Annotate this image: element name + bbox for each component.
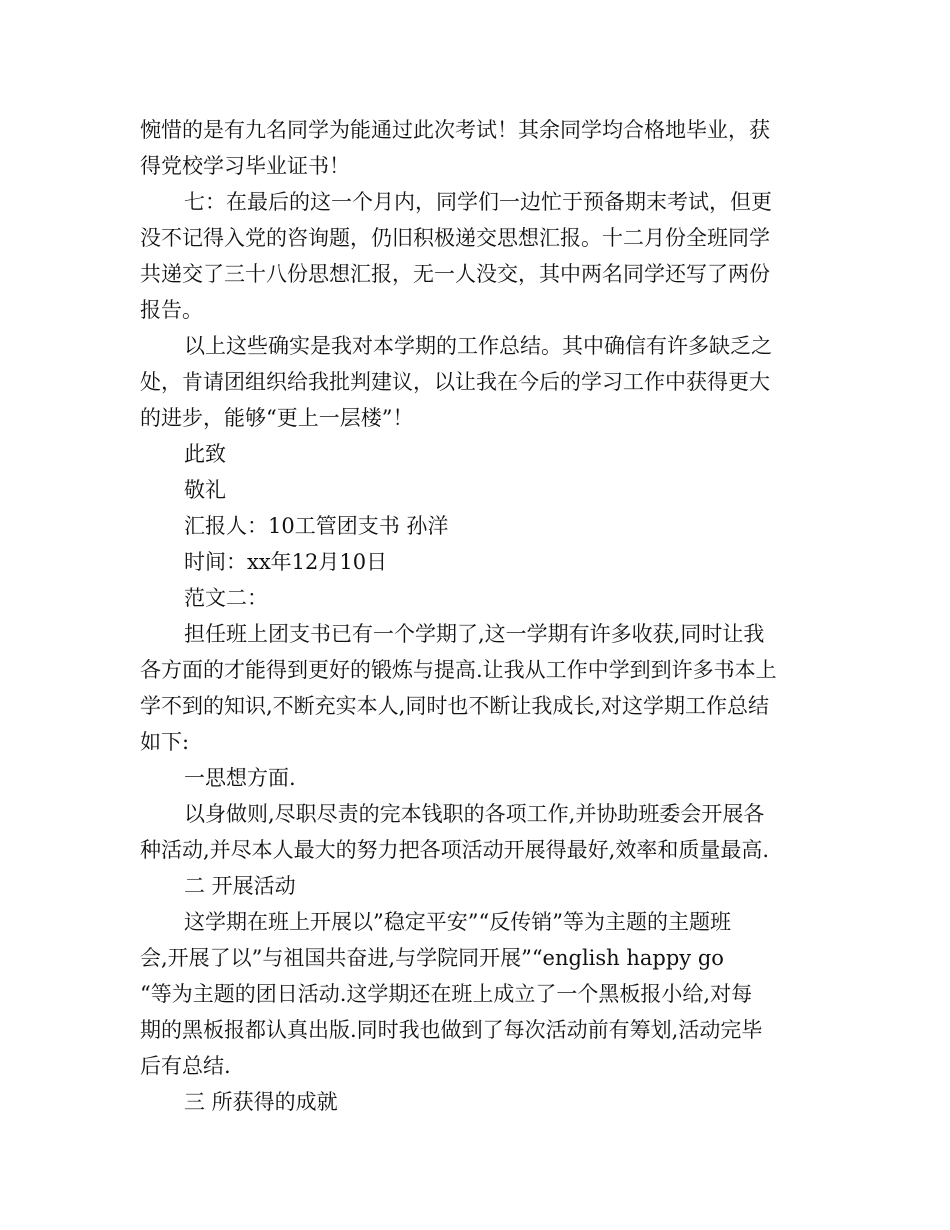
text-line-25: “等为主题的团日活动.这学期还在班上成立了一个黑板报小给,对每 <box>140 982 753 1006</box>
text-line-18: 如下: <box>140 730 190 754</box>
section-heading-2: 二 开展活动 <box>184 874 296 898</box>
text-line-24: 会,开展了以”与祖国共奋进,与学院同开展”“english happy go <box>140 946 724 970</box>
text-line-27: 后有总结. <box>140 1054 231 1078</box>
reporter-line: 汇报人：10工管团支书 孙洋 <box>184 514 449 538</box>
text-line-21: 种活动,并尽本人最大的努力把各项活动开展得最好,效率和质量最高. <box>140 838 770 862</box>
section-heading-1: 一思想方面. <box>184 766 296 790</box>
text-line-17: 学不到的知识,不断充实本人,同时也不断让我成长,对这学期工作总结 <box>140 694 770 718</box>
text-line-26: 期的黑板报都认真出版.同时我也做到了每次活动前有筹划,活动完毕 <box>140 1018 763 1042</box>
text-line-20: 以身做则,尽职尽责的完本钱职的各项工作,并协助班委会开展各 <box>184 802 765 826</box>
text-line-5: 共递交了三十八份思想汇报，无一人没交，其中两名同学还写了两份 <box>140 262 770 286</box>
text-line-15: 担任班上团支书已有一个学期了,这一学期有许多收获,同时让我 <box>184 622 765 646</box>
salutation-line: 敬礼 <box>184 478 226 502</box>
text-line-1: 惋惜的是有九名同学为能通过此次考试！其余同学均合格地毕业，获 <box>140 118 770 142</box>
text-line-16: 各方面的才能得到更好的锻炼与提高.让我从工作中学到到许多书本上 <box>140 658 777 682</box>
text-line-4: 没不记得入党的咨询题，仍旧积极递交思想汇报。十二月份全班同学 <box>140 226 770 250</box>
date-line: 时间：xx年12月10日 <box>184 550 388 574</box>
text-line-7: 以上这些确实是我对本学期的工作总结。其中确信有许多缺乏之 <box>184 334 772 358</box>
text-line-2: 得党校学习毕业证书！ <box>140 154 350 178</box>
closing-line: 此致 <box>184 442 226 466</box>
text-line-23: 这学期在班上开展以”稳定平安”“反传销”等为主题的主题班 <box>184 910 731 934</box>
text-line-8: 处，肯请团组织给我批判建议，以让我在今后的学习工作中获得更大 <box>140 370 770 394</box>
text-line-3: 七：在最后的这一个月内，同学们一边忙于预备期末考试，但更 <box>184 190 772 214</box>
text-line-9: 的进步，能够“更上一层楼”！ <box>140 406 414 430</box>
sample-heading: 范文二： <box>184 586 268 610</box>
section-heading-3: 三 所获得的成就 <box>184 1090 338 1114</box>
text-line-6: 报告。 <box>140 298 203 322</box>
